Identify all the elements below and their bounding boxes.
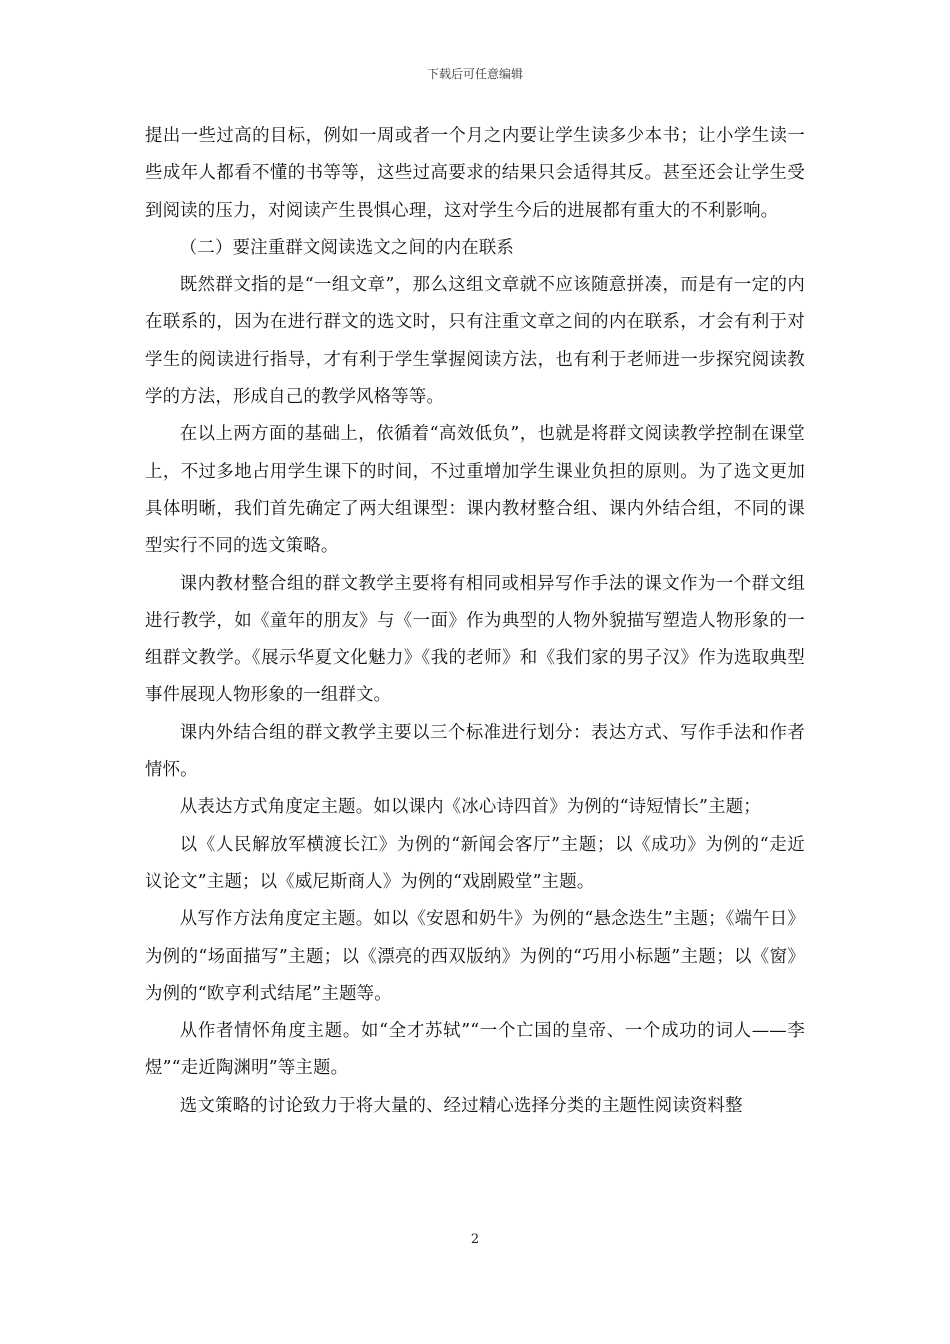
page-number: 2 xyxy=(470,1232,480,1247)
paragraph-8: 从写作方法角度定主题。如以《安恩和奶牛》为例的“悬念迭生”主题；《端午日》为例的“场面描写”主题；以《漂亮的西双版纳》为例的“巧用小标题”主题；以《窗》为例的“欧亨利式结尾”主题等。 xyxy=(145,909,805,1004)
section-heading: （二）要注重群文阅读选文之间的内在联系 xyxy=(179,237,515,258)
document-body xyxy=(145,118,805,1125)
paragraph-5: 课内外结合组的群文教学主要以三个标准进行划分：表达方式、写作手法和作者情怀。 xyxy=(145,722,805,781)
paragraph-4: 课内教材整合组的群文教学主要将有相同或相异写作手法的课文作为一个群文组进行教学，如《童年的朋友》与《一面》作为典型的人物外貌描写塑造人物形象的一组群文教学。《展示华夏文化魅力》《我的老师》和《我们家的男子汉》作为选取典型事件展现人物形象的一组群文。 xyxy=(145,573,805,706)
paragraph-9: 从作者情怀角度主题。如“全才苏轼”“一个亡国的皇帝、一个成功的词人——李煜”“走近陶渊明”等主题。 xyxy=(145,1021,805,1079)
page-header: 下载后可任意编辑 xyxy=(426,67,523,81)
paragraph-6: 从表达方式角度定主题。如以课内《冰心诗四首》为例的“诗短情长”主题； xyxy=(179,797,761,818)
paragraph-1: 提出一些过高的目标，例如一周或者一个月之内要让学生读多少本书；让小学生读一些成年人都看不懂的书等等，这些过高要求的结果只会适得其反。甚至还会让学生受到阅读的压力，对阅读产生畏惧心理，这对学生今后的进展都有重大的不利影响。 xyxy=(145,126,805,221)
paragraph-10: 选文策略的讨论致力于将大量的、经过精心选择分类的主题性阅读资料整 xyxy=(179,1095,743,1116)
paragraph-7: 以《人民解放军横渡长江》为例的“新闻会客厅”主题；以《成功》为例的“走近议论文”主题；以《威尼斯商人》为例的“戏剧殿堂”主题。 xyxy=(145,834,805,892)
paragraph-3: 在以上两方面的基础上，依循着“高效低负”，也就是将群文阅读教学控制在课堂上，不过多地占用学生课下的时间，不过重增加学生课业负担的原则。为了选文更加具体明晰，我们首先确定了两大组课型：课内教材整合组、课内外结合组，不同的课型实行不同的选文策略。 xyxy=(145,424,805,557)
paragraph-2: 既然群文指的是“一组文章”，那么这组文章就不应该随意拼凑，而是有一定的内在联系的，因为在进行群文的选文时，只有注重文章之间的内在联系，才会有利于对学生的阅读进行指导，才有利于学生掌握阅读方法，也有利于老师进一步探究阅读教学的方法，形成自己的教学风格等等。 xyxy=(145,275,805,408)
